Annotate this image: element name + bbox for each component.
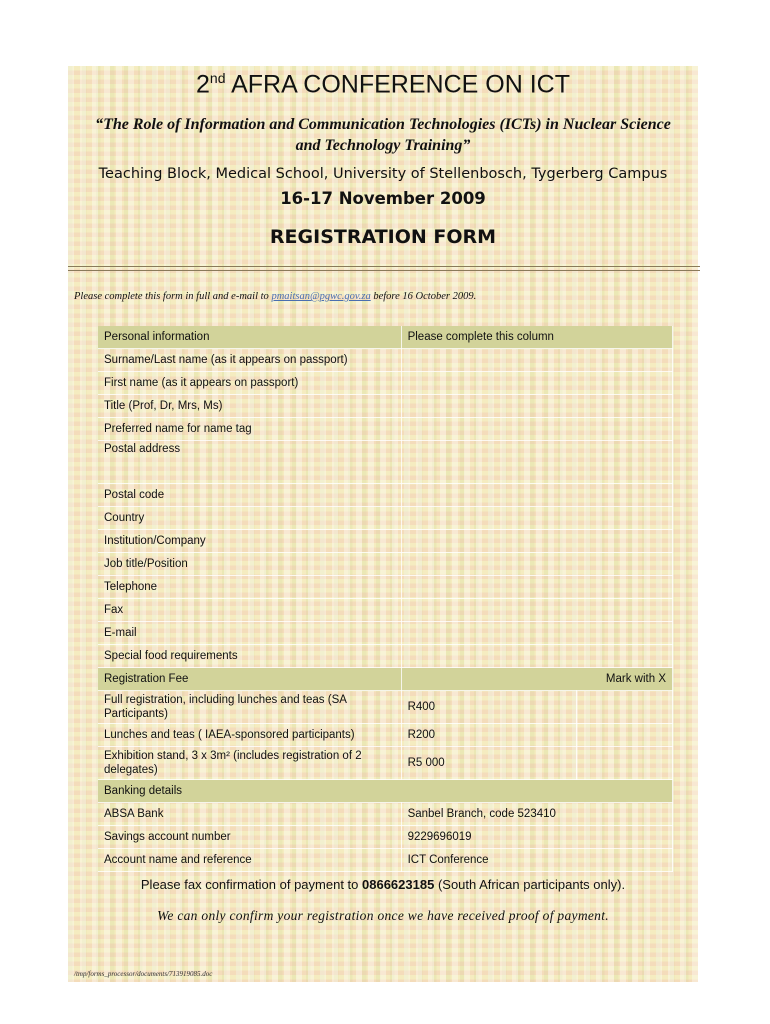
- table-row: Lunches and teas ( IAEA-sponsored participants) R200: [98, 724, 673, 747]
- table-row: Title (Prof, Dr, Mrs, Ms): [98, 395, 673, 418]
- full-registration-mark[interactable]: [576, 691, 673, 724]
- document-path: /tmp/forms_processor/documents/713919085.doc: [74, 970, 213, 978]
- exhibition-stand-mark[interactable]: [576, 747, 673, 780]
- registration-form-page: [68, 66, 698, 982]
- section-header-fees: Registration Fee Mark with X: [98, 668, 673, 691]
- first-name-field[interactable]: [401, 372, 672, 395]
- registration-table: [98, 326, 673, 872]
- institution-field[interactable]: [401, 530, 672, 553]
- table-row: Job title/Position: [98, 553, 673, 576]
- fax-field[interactable]: [401, 599, 672, 622]
- conference-venue: Teaching Block, Medical School, University of Stellenbosch, Tygerberg Campus: [98, 166, 668, 182]
- conference-dates: 16-17 November 2009: [280, 189, 486, 208]
- table-row: Full registration, including lunches and teas (SA Participants) R400: [98, 691, 673, 724]
- divider: [68, 270, 700, 271]
- table-row: Exhibition stand, 3 x 3m² (includes registration of 2 delegates) R5 000: [98, 747, 673, 780]
- food-requirements-field[interactable]: [401, 645, 672, 668]
- table-row: Country: [98, 507, 673, 530]
- table-row: Telephone: [98, 576, 673, 599]
- table-row: Surname/Last name (as it appears on passport): [98, 349, 673, 372]
- table-row: First name (as it appears on passport): [98, 372, 673, 395]
- table-row: Institution/Company: [98, 530, 673, 553]
- email-field[interactable]: [401, 622, 672, 645]
- table-row: Postal code: [98, 484, 673, 507]
- job-title-field[interactable]: [401, 553, 672, 576]
- table-row: Special food requirements: [98, 645, 673, 668]
- confirmation-note: We can only confirm your registration once we have received proof of payment.: [157, 908, 609, 923]
- postal-address-field[interactable]: [401, 441, 672, 484]
- conference-title: 2nd AFRA CONFERENCE ON ICT: [196, 70, 570, 99]
- email-link[interactable]: pmaitsan@pgwc.gov.za: [271, 291, 371, 302]
- table-row: ABSA Bank Sanbel Branch, code 523410: [98, 803, 673, 826]
- conference-theme: “The Role of Information and Communication Technologies (ICTs) in Nuclear Science and Technology Training”: [95, 116, 671, 154]
- instructions: Please complete this form in full and e-mail to pmaitsan@pgwc.gov.za before 16 October 2009.: [74, 291, 477, 302]
- table-row: Savings account number 9229696019: [98, 826, 673, 849]
- divider: [68, 266, 700, 267]
- lunches-teas-mark[interactable]: [576, 724, 673, 747]
- form-title: REGISTRATION FORM: [269, 226, 497, 248]
- fax-number: 0866623185: [362, 877, 435, 892]
- table-row: E-mail: [98, 622, 673, 645]
- section-header-banking: Banking details: [98, 780, 673, 803]
- preferred-name-field[interactable]: [401, 418, 672, 441]
- title-field[interactable]: [401, 395, 672, 418]
- country-field[interactable]: [401, 507, 672, 530]
- table-row: Postal address: [98, 441, 673, 484]
- table-row: Fax: [98, 599, 673, 622]
- table-row: Account name and reference ICT Conference: [98, 849, 673, 872]
- postal-code-field[interactable]: [401, 484, 672, 507]
- table-row: Preferred name for name tag: [98, 418, 673, 441]
- section-header-personal: Personal information Please complete this column: [98, 326, 673, 349]
- telephone-field[interactable]: [401, 576, 672, 599]
- fax-instructions: Please fax confirmation of payment to 0866623185 (South African participants only).: [140, 877, 626, 892]
- surname-field[interactable]: [401, 349, 672, 372]
